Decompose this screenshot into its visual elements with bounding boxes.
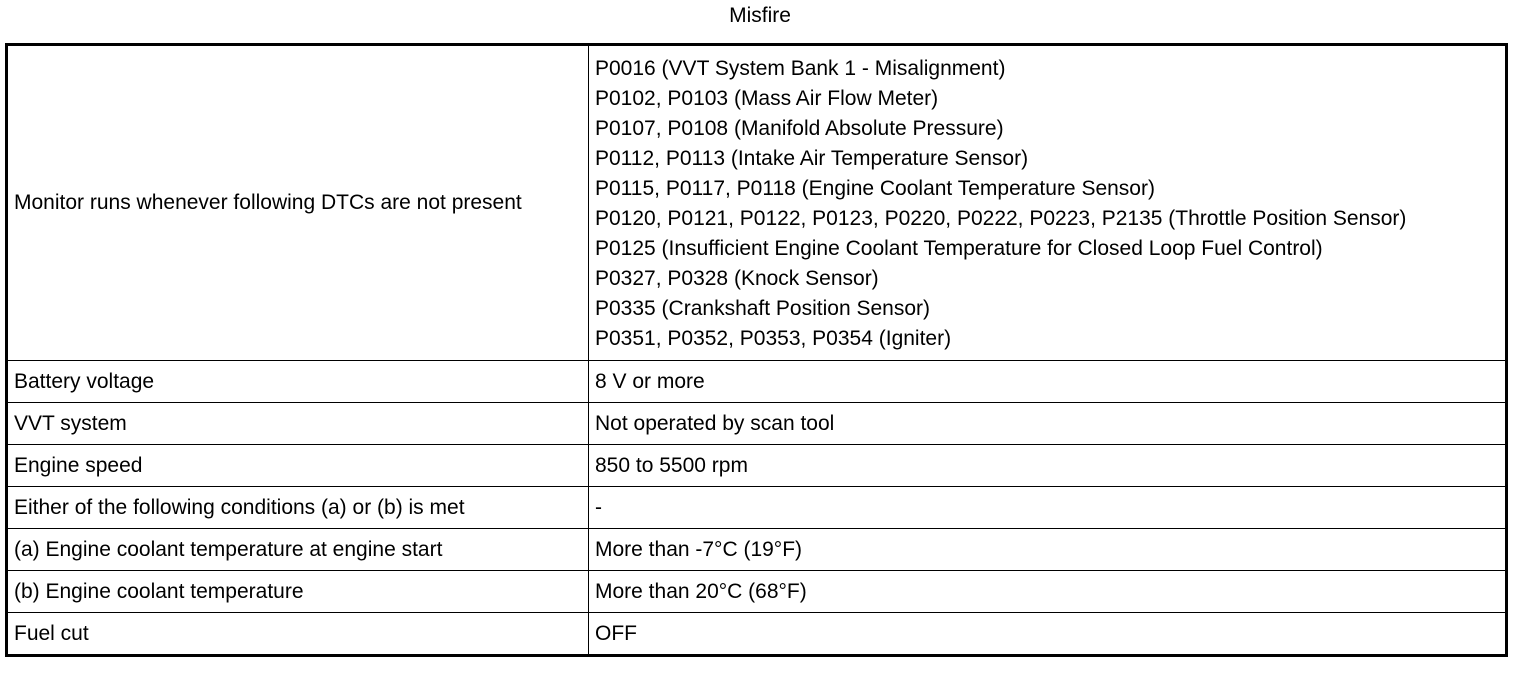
value-cell: 850 to 5500 rpm <box>589 445 1507 487</box>
condition-cell: Battery voltage <box>7 361 589 403</box>
dtc-item: P0016 (VVT System Bank 1 - Misalignment) <box>595 57 1006 80</box>
condition-cell: (a) Engine coolant temperature at engine start <box>7 529 589 571</box>
dtc-item: P0107, P0108 (Manifold Absolute Pressure) <box>595 117 1004 140</box>
dtc-item: P0335 (Crankshaft Position Sensor) <box>595 297 931 320</box>
condition-cell: Engine speed <box>7 445 589 487</box>
dtc-item: P0120, P0121, P0122, P0123, P0220, P0222, P0223, P2135 (Throttle Position Sensor) <box>595 207 1407 230</box>
table-row <box>7 529 1507 571</box>
table-row <box>7 613 1507 656</box>
conditions-table <box>5 43 1508 657</box>
condition-cell: Fuel cut <box>7 613 589 656</box>
dtc-item: P0351, P0352, P0353, P0354 (Igniter) <box>595 327 952 350</box>
value-cell: OFF <box>589 613 1507 656</box>
table-row <box>7 571 1507 613</box>
dtc-item: P0115, P0117, P0118 (Engine Coolant Temperature Sensor) <box>595 177 1155 200</box>
dtc-item: P0102, P0103 (Mass Air Flow Meter) <box>595 87 939 110</box>
page-title: Misfire <box>729 4 791 27</box>
table-row <box>7 403 1507 445</box>
condition-cell: (b) Engine coolant temperature <box>7 571 589 613</box>
value-cell: More than 20°C (68°F) <box>589 571 1507 613</box>
table-row <box>7 487 1507 529</box>
condition-cell: VVT system <box>7 403 589 445</box>
value-cell: Not operated by scan tool <box>589 403 1507 445</box>
dtc-item: P0125 (Insufficient Engine Coolant Temperature for Closed Loop Fuel Control) <box>595 237 1323 260</box>
value-cell: - <box>589 487 1507 529</box>
dtc-item: P0112, P0113 (Intake Air Temperature Sensor) <box>595 147 1029 170</box>
dtc-list-cell <box>589 45 1507 361</box>
dtc-item: P0327, P0328 (Knock Sensor) <box>595 267 879 290</box>
table-row <box>7 361 1507 403</box>
table-row <box>7 445 1507 487</box>
condition-cell: Either of the following conditions (a) or (b) is met <box>7 487 589 529</box>
condition-cell: Monitor runs whenever following DTCs are not present <box>7 45 589 361</box>
value-cell: 8 V or more <box>589 361 1507 403</box>
value-cell: More than -7°C (19°F) <box>589 529 1507 571</box>
table-row <box>7 45 1507 361</box>
